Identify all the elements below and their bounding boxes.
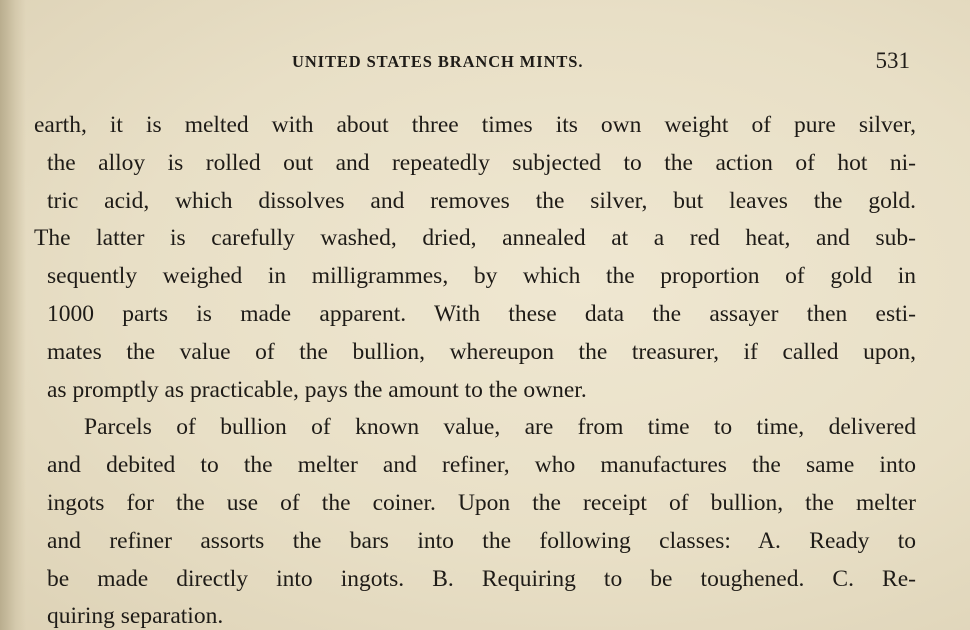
text-line: and refiner assorts the bars into the following classes: A. Ready to: [47, 527, 916, 554]
text-line: sequently weighed in milligrammes, by which the proportion of gold in: [47, 263, 916, 290]
page-gutter: [0, 0, 26, 630]
page-header: [0, 44, 970, 84]
text-line: as promptly as practicable, pays the amount to the owner.: [47, 376, 587, 403]
text-line: be made directly into ingots. B. Requiring to be toughened. C. Re-: [47, 565, 916, 592]
text-line: and debited to the melter and refiner, who manufactures the same into: [47, 452, 916, 479]
text-line: quiring separation.: [47, 603, 224, 630]
text-line: 1000 parts is made apparent. With these data the assayer then esti-: [47, 300, 916, 327]
paragraph-first-line: Parcels of bullion of known value, are from time to time, delivered: [84, 414, 916, 441]
body-text: [34, 107, 916, 630]
text-line: The latter is carefully washed, dried, annealed at a red heat, and sub-: [34, 225, 916, 252]
text-line: mates the value of the bullion, whereupon the treasurer, if called upon,: [47, 338, 916, 365]
text-line: ingots for the use of the coiner. Upon the receipt of bullion, the melter: [47, 489, 916, 516]
text-line: tric acid, which dissolves and removes the silver, but leaves the gold.: [47, 187, 916, 214]
text-line: earth, it is melted with about three times its own weight of pure silver,: [34, 112, 916, 138]
text-line: the alloy is rolled out and repeatedly subjected to the action of hot ni-: [47, 149, 916, 176]
page-number: 531: [875, 48, 910, 73]
running-head: UNITED STATES BRANCH MINTS.: [292, 52, 584, 71]
